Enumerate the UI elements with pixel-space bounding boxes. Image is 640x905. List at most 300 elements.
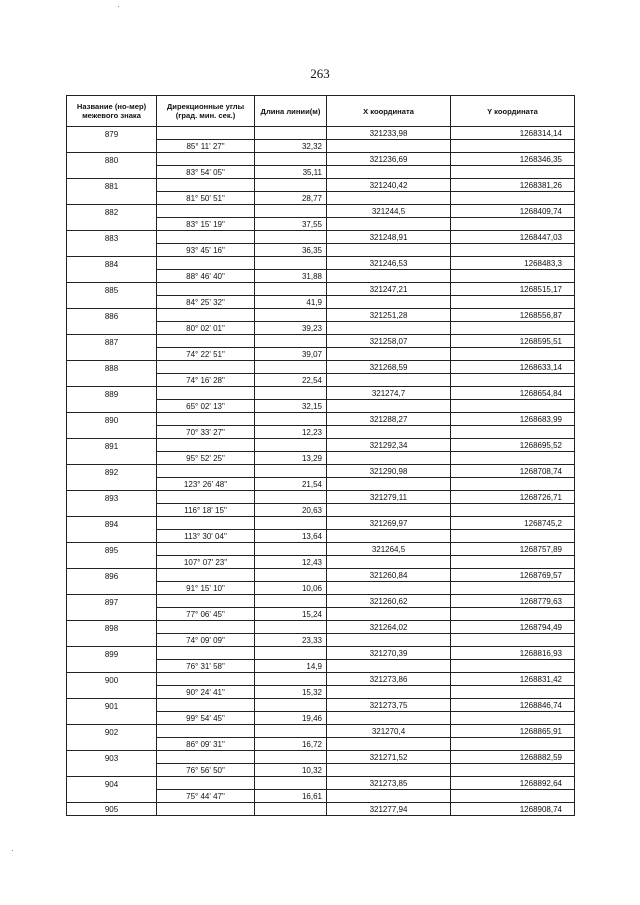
point-name: 891	[67, 439, 157, 452]
point-y: 1268882,59	[451, 751, 575, 764]
point-row	[67, 127, 575, 140]
point-name: 890	[67, 413, 157, 426]
point-x: 321277,94	[327, 803, 451, 816]
segment-x-cell	[327, 192, 451, 205]
segment-name-cell	[67, 192, 157, 205]
point-length-cell	[255, 179, 327, 192]
segment-x-cell	[327, 712, 451, 725]
point-y: 1268757,89	[451, 543, 575, 556]
segment-x-cell	[327, 556, 451, 569]
segment-y-cell	[451, 686, 575, 699]
segment-x-cell	[327, 790, 451, 803]
table-header-row	[67, 96, 575, 127]
point-length-cell	[255, 231, 327, 244]
segment-angle: 76° 56' 50"	[157, 764, 255, 777]
segment-row	[67, 452, 575, 465]
segment-row	[67, 790, 575, 803]
segment-row	[67, 530, 575, 543]
point-length-cell	[255, 309, 327, 322]
point-row	[67, 569, 575, 582]
point-angle-cell	[157, 361, 255, 374]
point-name: 897	[67, 595, 157, 608]
segment-length: 10,32	[255, 764, 327, 777]
segment-name-cell	[67, 530, 157, 543]
point-name: 903	[67, 751, 157, 764]
point-angle-cell	[157, 465, 255, 478]
segment-row	[67, 322, 575, 335]
segment-length: 19,46	[255, 712, 327, 725]
point-x: 321264,5	[327, 543, 451, 556]
segment-name-cell	[67, 582, 157, 595]
point-name: 882	[67, 205, 157, 218]
segment-angle: 116° 18' 15"	[157, 504, 255, 517]
segment-length: 22,54	[255, 374, 327, 387]
point-y: 1268726,71	[451, 491, 575, 504]
segment-length: 39,07	[255, 348, 327, 361]
point-length-cell	[255, 361, 327, 374]
segment-angle: 91° 15' 10"	[157, 582, 255, 595]
point-y: 1268892,64	[451, 777, 575, 790]
segment-row	[67, 478, 575, 491]
segment-y-cell	[451, 712, 575, 725]
point-row	[67, 283, 575, 296]
segment-angle: 107° 07' 23"	[157, 556, 255, 569]
scan-speck	[12, 850, 13, 851]
point-y: 1268695,52	[451, 439, 575, 452]
point-name: 881	[67, 179, 157, 192]
point-name: 889	[67, 387, 157, 400]
point-length-cell	[255, 803, 327, 816]
point-angle-cell	[157, 699, 255, 712]
point-row	[67, 387, 575, 400]
point-name: 887	[67, 335, 157, 348]
point-angle-cell	[157, 413, 255, 426]
point-x: 321269,97	[327, 517, 451, 530]
point-length-cell	[255, 543, 327, 556]
segment-angle: 85° 11' 27"	[157, 140, 255, 153]
point-length-cell	[255, 621, 327, 634]
segment-x-cell	[327, 140, 451, 153]
segment-y-cell	[451, 530, 575, 543]
segment-length: 12,43	[255, 556, 327, 569]
point-row	[67, 153, 575, 166]
point-name: 893	[67, 491, 157, 504]
segment-x-cell	[327, 348, 451, 361]
segment-name-cell	[67, 556, 157, 569]
segment-y-cell	[451, 582, 575, 595]
point-y: 1268908,74	[451, 803, 575, 816]
segment-y-cell	[451, 140, 575, 153]
segment-y-cell	[451, 478, 575, 491]
point-x: 321279,11	[327, 491, 451, 504]
point-row	[67, 413, 575, 426]
point-angle-cell	[157, 179, 255, 192]
point-length-cell	[255, 413, 327, 426]
segment-angle: 80° 02' 01"	[157, 322, 255, 335]
point-name: 899	[67, 647, 157, 660]
point-name: 885	[67, 283, 157, 296]
segment-name-cell	[67, 504, 157, 517]
point-angle-cell	[157, 439, 255, 452]
segment-name-cell	[67, 296, 157, 309]
segment-angle: 65° 02' 13"	[157, 400, 255, 413]
header-y: Y координата	[451, 96, 575, 127]
header-x: X координата	[327, 96, 451, 127]
point-angle-cell	[157, 335, 255, 348]
segment-row	[67, 426, 575, 439]
segment-y-cell	[451, 504, 575, 517]
point-length-cell	[255, 569, 327, 582]
point-x: 321274,7	[327, 387, 451, 400]
segment-y-cell	[451, 400, 575, 413]
point-angle-cell	[157, 647, 255, 660]
point-length-cell	[255, 699, 327, 712]
segment-row	[67, 660, 575, 673]
point-length-cell	[255, 257, 327, 270]
point-length-cell	[255, 673, 327, 686]
segment-length: 31,88	[255, 270, 327, 283]
point-angle-cell	[157, 803, 255, 816]
point-length-cell	[255, 777, 327, 790]
point-row	[67, 777, 575, 790]
segment-length: 13,29	[255, 452, 327, 465]
segment-angle: 76° 31' 58"	[157, 660, 255, 673]
point-x: 321260,84	[327, 569, 451, 582]
point-y: 1268831,42	[451, 673, 575, 686]
point-row	[67, 257, 575, 270]
segment-row	[67, 296, 575, 309]
segment-row	[67, 738, 575, 751]
point-name: 883	[67, 231, 157, 244]
segment-name-cell	[67, 140, 157, 153]
point-x: 321273,75	[327, 699, 451, 712]
segment-length: 16,61	[255, 790, 327, 803]
point-row	[67, 751, 575, 764]
segment-name-cell	[67, 634, 157, 647]
point-angle-cell	[157, 205, 255, 218]
segment-length: 16,72	[255, 738, 327, 751]
point-y: 1268515,17	[451, 283, 575, 296]
segment-x-cell	[327, 582, 451, 595]
point-name: 888	[67, 361, 157, 374]
point-name: 900	[67, 673, 157, 686]
segment-angle: 88° 46' 40"	[157, 270, 255, 283]
segment-length: 20,63	[255, 504, 327, 517]
point-y: 1268346,35	[451, 153, 575, 166]
segment-y-cell	[451, 374, 575, 387]
segment-row	[67, 634, 575, 647]
segment-row	[67, 166, 575, 179]
segment-row	[67, 712, 575, 725]
point-angle-cell	[157, 569, 255, 582]
segment-x-cell	[327, 608, 451, 621]
header-name: Название (но-мер) межевого знака	[67, 96, 157, 127]
point-row	[67, 803, 575, 816]
segment-name-cell	[67, 738, 157, 751]
point-length-cell	[255, 387, 327, 400]
segment-length: 32,15	[255, 400, 327, 413]
segment-angle: 123° 26' 48"	[157, 478, 255, 491]
point-angle-cell	[157, 309, 255, 322]
segment-angle: 99° 54' 45"	[157, 712, 255, 725]
point-row	[67, 309, 575, 322]
point-row	[67, 699, 575, 712]
segment-row	[67, 348, 575, 361]
point-x: 321292,34	[327, 439, 451, 452]
point-row	[67, 673, 575, 686]
segment-y-cell	[451, 764, 575, 777]
point-row	[67, 725, 575, 738]
segment-y-cell	[451, 738, 575, 751]
segment-row	[67, 608, 575, 621]
segment-angle: 90° 24' 41"	[157, 686, 255, 699]
point-angle-cell	[157, 283, 255, 296]
point-x: 321271,52	[327, 751, 451, 764]
segment-y-cell	[451, 348, 575, 361]
point-x: 321290,98	[327, 465, 451, 478]
segment-x-cell	[327, 218, 451, 231]
point-row	[67, 491, 575, 504]
segment-y-cell	[451, 660, 575, 673]
point-x: 321233,98	[327, 127, 451, 140]
segment-row	[67, 140, 575, 153]
segment-y-cell	[451, 556, 575, 569]
segment-angle: 113° 30' 04"	[157, 530, 255, 543]
segment-x-cell	[327, 374, 451, 387]
point-name: 898	[67, 621, 157, 634]
point-angle-cell	[157, 543, 255, 556]
segment-row	[67, 764, 575, 777]
point-row	[67, 439, 575, 452]
segment-length: 37,55	[255, 218, 327, 231]
point-length-cell	[255, 283, 327, 296]
segment-name-cell	[67, 322, 157, 335]
point-x: 321270,39	[327, 647, 451, 660]
point-name: 894	[67, 517, 157, 530]
segment-length: 23,33	[255, 634, 327, 647]
point-length-cell	[255, 517, 327, 530]
segment-y-cell	[451, 790, 575, 803]
point-name: 884	[67, 257, 157, 270]
segment-x-cell	[327, 478, 451, 491]
point-row	[67, 517, 575, 530]
segment-row	[67, 400, 575, 413]
segment-angle: 83° 15' 19"	[157, 218, 255, 231]
point-angle-cell	[157, 673, 255, 686]
point-x: 321246,53	[327, 257, 451, 270]
segment-length: 21,54	[255, 478, 327, 491]
segment-y-cell	[451, 426, 575, 439]
point-x: 321260,62	[327, 595, 451, 608]
segment-length: 39,23	[255, 322, 327, 335]
segment-name-cell	[67, 166, 157, 179]
segment-name-cell	[67, 712, 157, 725]
segment-angle: 74° 22' 51"	[157, 348, 255, 361]
point-name: 895	[67, 543, 157, 556]
point-y: 1268779,63	[451, 595, 575, 608]
point-x: 321268,59	[327, 361, 451, 374]
segment-name-cell	[67, 764, 157, 777]
segment-name-cell	[67, 452, 157, 465]
point-length-cell	[255, 205, 327, 218]
segment-length: 41,9	[255, 296, 327, 309]
segment-y-cell	[451, 634, 575, 647]
point-x: 321273,86	[327, 673, 451, 686]
segment-name-cell	[67, 400, 157, 413]
segment-row	[67, 374, 575, 387]
point-length-cell	[255, 751, 327, 764]
point-name: 880	[67, 153, 157, 166]
point-row	[67, 595, 575, 608]
segment-name-cell	[67, 686, 157, 699]
header-angle: Дирекционные углы (град. мин. сек.)	[157, 96, 255, 127]
segment-x-cell	[327, 764, 451, 777]
point-row	[67, 621, 575, 634]
segment-y-cell	[451, 452, 575, 465]
segment-angle: 84° 25' 32"	[157, 296, 255, 309]
point-y: 1268683,99	[451, 413, 575, 426]
segment-length: 15,24	[255, 608, 327, 621]
segment-row	[67, 218, 575, 231]
point-x: 321270,4	[327, 725, 451, 738]
segment-y-cell	[451, 296, 575, 309]
segment-row	[67, 686, 575, 699]
segment-angle: 81° 50' 51"	[157, 192, 255, 205]
point-y: 1268381,26	[451, 179, 575, 192]
table-body	[67, 127, 575, 816]
segment-name-cell	[67, 426, 157, 439]
segment-y-cell	[451, 270, 575, 283]
point-row	[67, 205, 575, 218]
point-angle-cell	[157, 491, 255, 504]
point-x: 321248,91	[327, 231, 451, 244]
point-name: 901	[67, 699, 157, 712]
segment-x-cell	[327, 296, 451, 309]
point-name: 879	[67, 127, 157, 140]
segment-angle: 74° 16' 28"	[157, 374, 255, 387]
segment-name-cell	[67, 608, 157, 621]
segment-angle: 75° 44' 47"	[157, 790, 255, 803]
point-y: 1268708,74	[451, 465, 575, 478]
segment-name-cell	[67, 790, 157, 803]
point-y: 1268314,14	[451, 127, 575, 140]
segment-x-cell	[327, 452, 451, 465]
point-y: 1268745,2	[451, 517, 575, 530]
segment-y-cell	[451, 192, 575, 205]
segment-x-cell	[327, 504, 451, 517]
point-angle-cell	[157, 751, 255, 764]
segment-x-cell	[327, 270, 451, 283]
segment-angle: 83° 54' 05"	[157, 166, 255, 179]
point-y: 1268769,57	[451, 569, 575, 582]
point-angle-cell	[157, 595, 255, 608]
point-length-cell	[255, 439, 327, 452]
point-x: 321247,21	[327, 283, 451, 296]
segment-row	[67, 192, 575, 205]
point-length-cell	[255, 647, 327, 660]
segment-x-cell	[327, 738, 451, 751]
point-y: 1268633,14	[451, 361, 575, 374]
point-name: 904	[67, 777, 157, 790]
point-name: 896	[67, 569, 157, 582]
segment-row	[67, 556, 575, 569]
segment-x-cell	[327, 244, 451, 257]
point-length-cell	[255, 491, 327, 504]
segment-length: 15,32	[255, 686, 327, 699]
point-row	[67, 179, 575, 192]
point-y: 1268556,87	[451, 309, 575, 322]
point-y: 1268447,03	[451, 231, 575, 244]
segment-length: 10,06	[255, 582, 327, 595]
segment-y-cell	[451, 166, 575, 179]
segment-x-cell	[327, 634, 451, 647]
point-angle-cell	[157, 621, 255, 634]
point-angle-cell	[157, 517, 255, 530]
point-x: 321288,27	[327, 413, 451, 426]
point-y: 1268595,51	[451, 335, 575, 348]
point-angle-cell	[157, 153, 255, 166]
segment-length: 12,23	[255, 426, 327, 439]
point-length-cell	[255, 725, 327, 738]
point-y: 1268483,3	[451, 257, 575, 270]
point-name: 886	[67, 309, 157, 322]
segment-row	[67, 504, 575, 517]
segment-x-cell	[327, 530, 451, 543]
segment-x-cell	[327, 166, 451, 179]
point-y: 1268794,49	[451, 621, 575, 634]
point-length-cell	[255, 465, 327, 478]
segment-y-cell	[451, 608, 575, 621]
point-x: 321244,5	[327, 205, 451, 218]
segment-y-cell	[451, 218, 575, 231]
segment-length: 32,32	[255, 140, 327, 153]
point-length-cell	[255, 153, 327, 166]
point-row	[67, 465, 575, 478]
segment-x-cell	[327, 426, 451, 439]
point-y: 1268865,91	[451, 725, 575, 738]
segment-row	[67, 270, 575, 283]
segment-y-cell	[451, 244, 575, 257]
point-angle-cell	[157, 725, 255, 738]
point-x: 321258,07	[327, 335, 451, 348]
point-row	[67, 647, 575, 660]
point-row	[67, 231, 575, 244]
segment-name-cell	[67, 348, 157, 361]
point-name: 902	[67, 725, 157, 738]
segment-x-cell	[327, 400, 451, 413]
segment-name-cell	[67, 660, 157, 673]
point-angle-cell	[157, 231, 255, 244]
point-angle-cell	[157, 127, 255, 140]
point-x: 321273,85	[327, 777, 451, 790]
segment-name-cell	[67, 270, 157, 283]
point-angle-cell	[157, 257, 255, 270]
point-row	[67, 335, 575, 348]
point-name: 892	[67, 465, 157, 478]
segment-y-cell	[451, 322, 575, 335]
segment-angle: 77° 06' 45"	[157, 608, 255, 621]
point-row	[67, 543, 575, 556]
coordinates-table	[66, 95, 575, 816]
point-length-cell	[255, 335, 327, 348]
point-x: 321251,28	[327, 309, 451, 322]
point-angle-cell	[157, 777, 255, 790]
page-number: 263	[310, 66, 330, 81]
segment-angle: 95° 52' 25"	[157, 452, 255, 465]
point-x: 321236,69	[327, 153, 451, 166]
point-y: 1268409,74	[451, 205, 575, 218]
point-length-cell	[255, 595, 327, 608]
